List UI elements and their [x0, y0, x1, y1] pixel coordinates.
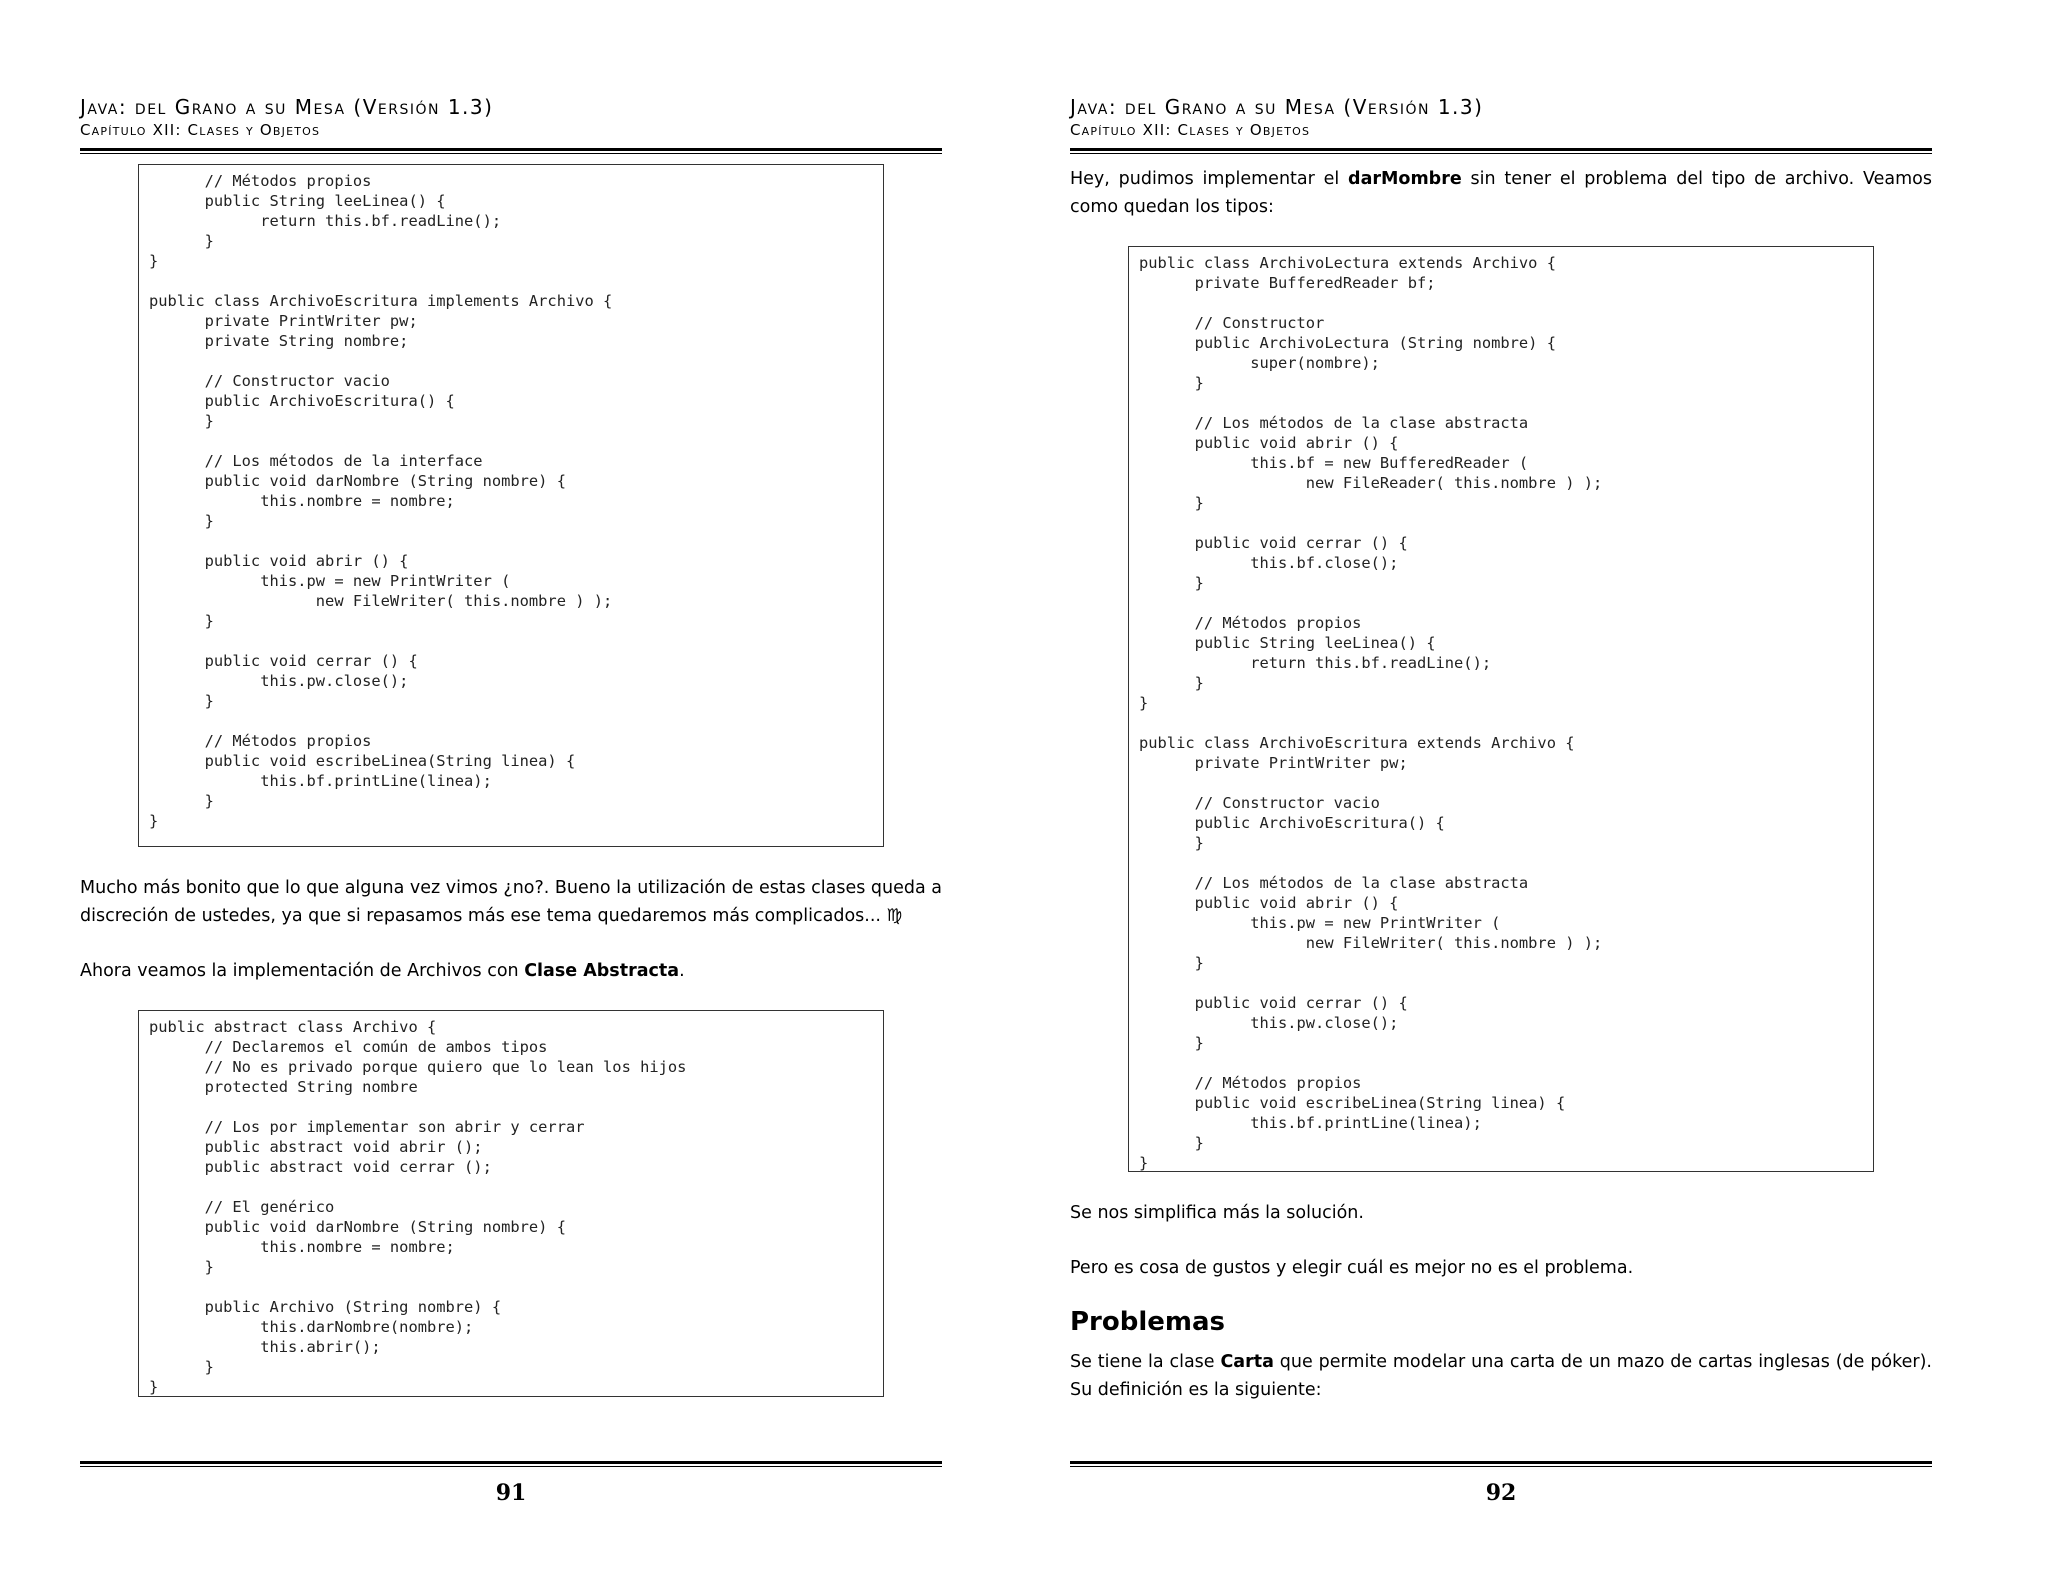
text-span: Ahora veamos la implementación de Archivos con [80, 961, 525, 981]
paragraph-taste: Pero es cosa de gustos y elegir cuál es mejor no es el problema. [1070, 1258, 1634, 1278]
text-span: sin tener el problema del tipo de archivo. Veamos como quedan los tipos: [1070, 169, 1932, 217]
text-span: . [679, 961, 685, 981]
right-page [1024, 0, 2048, 1582]
text-span: que permite modelar una carta de un mazo de cartas inglesas (de póker). Su definición es la siguiente: [1070, 1352, 1932, 1400]
page-number: 91 [495, 1480, 527, 1506]
running-header-chapter: Capítulo XII: Clases y Objetos [80, 121, 321, 139]
header-rule [80, 148, 942, 154]
section-heading-problemas: Problemas [1070, 1307, 1226, 1337]
running-header-title: Java: del Grano a su Mesa (Versión 1.3) [1070, 95, 1484, 119]
paragraph-simplify: Se nos simplifica más la solución. [1070, 1203, 1364, 1223]
code-block-archivo-escritura: // Métodos propios public String leeLinea() { return this.bf.readLine(); } } public class ArchivoEscritura implements Archivo { private PrintWriter pw; private String nombre; // Constructor vacio public ArchivoEscritura() { } // Los métodos de la interface public void darNombre (String nombre) { this.nombre = nombre; } public void abrir () { this.pw = new PrintWriter ( new FileWriter( this.nombre ) ); } public void cerrar () { this.pw.close(); } // Métodos propios public void escribeLinea(String linea) { this.bf.printLine(linea); } } [138, 164, 884, 847]
running-header-title: Java: del Grano a su Mesa (Versión 1.3) [80, 95, 494, 119]
text-span: Se tiene la clase [1070, 1352, 1221, 1372]
text-span: Hey, pudimos implementar el [1070, 169, 1349, 189]
paragraph-conclusion: Mucho más bonito que lo que alguna vez vimos ¿no?. Bueno la utilización de estas clases queda a discreción de ustedes, ya que si repasamos más ese tema quedaremos más complicados... ♍ [80, 878, 943, 926]
page-number: 92 [1485, 1480, 1517, 1506]
paragraph-intro [1070, 165, 1932, 221]
bold-term: Clase Abstracta [524, 961, 680, 981]
running-header-chapter: Capítulo XII: Clases y Objetos [1070, 121, 1311, 139]
header-rule [1070, 148, 1932, 154]
bold-term: darMombre [1348, 169, 1462, 189]
code-block-abstract-archivo: public abstract class Archivo { // Declaremos el común de ambos tipos // No es privado porque quiero que lo lean los hijos protected String nombre // Los por implementar son abrir y cerrar public abstract void abrir (); public abstract void cerrar (); // El genérico public void darNombre (String nombre) { this.nombre = nombre; } public Archivo (String nombre) { this.darNombre(nombre); this.abrir(); } } [138, 1010, 884, 1397]
bold-term: Carta [1220, 1352, 1274, 1372]
footer-rule [80, 1461, 942, 1467]
paragraph-problem [1070, 1348, 1932, 1404]
paragraph-abstract-intro [80, 957, 942, 985]
footer-rule [1070, 1461, 1932, 1467]
code-block-archivo-subclasses: public class ArchivoLectura extends Archivo { private BufferedReader bf; // Constructor public ArchivoLectura (String nombre) { super(nombre); } // Los métodos de la clase abstracta public void abrir () { this.bf = new BufferedReader ( new FileReader( this.nombre ) ); } public void cerrar () { this.bf.close(); } // Métodos propios public String leeLinea() { return this.bf.readLine(); } } public class ArchivoEscritura extends Archivo { private PrintWriter pw; // Constructor vacio public ArchivoEscritura() { } // Los métodos de la clase abstracta public void abrir () { this.pw = new PrintWriter ( new FileWriter( this.nombre ) ); } public void cerrar () { this.pw.close(); } // Métodos propios public void escribeLinea(String linea) { this.bf.printLine(linea); } } [1128, 246, 1874, 1172]
